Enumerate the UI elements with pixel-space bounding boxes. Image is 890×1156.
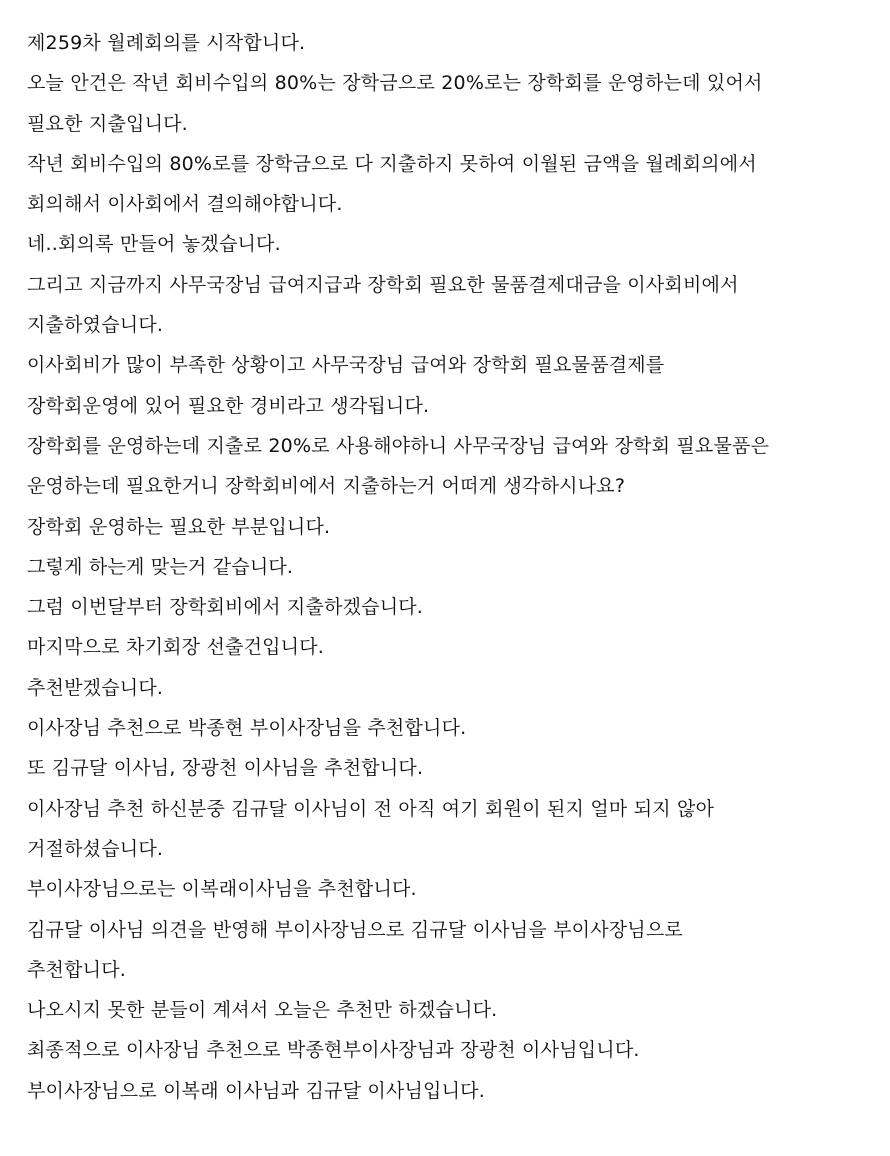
text-line: 부이사장님으로 이복래 이사님과 김규달 이사님입니다. [27, 1079, 485, 1102]
text-line: 필요한 지출입니다. [27, 112, 188, 135]
text-line: 이사회비가 많이 부족한 상황이고 사무국장님 급여와 장학회 필요물품결제를 [27, 354, 665, 377]
text-line: 또 김규달 이사님, 장광천 이사님을 추천합니다. [27, 757, 424, 780]
text-line: 추천합니다. [27, 958, 127, 981]
text-line: 그럼 이번달부터 장학회비에서 지출하겠습니다. [27, 596, 424, 619]
text-line: 김규달 이사님 의견을 반영해 부이사장님으로 김규달 이사님을 부이사장님으로 [27, 918, 683, 941]
text-line: 제259차 월례회의를 시작합니다. [27, 32, 306, 54]
text-line: 부이사장님으로는 이복래이사님을 추천합니다. [27, 878, 417, 901]
text-line: 거절하셨습니다. [27, 837, 164, 860]
text-line: 작년 회비수입의 80%로를 장학금으로 다 지출하지 못하여 이월된 금액을 월례회의에서 [27, 152, 757, 175]
text-line: 오늘 안건은 작년 회비수입의 80%는 장학금으로 20%로는 장학회를 운영하는데 있어서 [27, 72, 763, 95]
text-line: 회의해서 이사회에서 결의해야합니다. [27, 193, 343, 216]
text-line: 그리고 지금까지 사무국장님 급여지급과 장학회 필요한 물품결제대금을 이사회비에서 [27, 273, 739, 296]
text-line: 나오시지 못한 분들이 계셔서 오늘은 추천만 하겠습니다. [27, 999, 498, 1022]
text-line: 추천받겠습니다. [27, 676, 164, 699]
text-line: 최종적으로 이사장님 추천으로 박종현부이사장님과 장광천 이사님입니다. [27, 1039, 640, 1062]
text-line: 마지막으로 차기회장 선출건입니다. [27, 636, 325, 659]
text-line: 장학회운영에 있어 필요한 경비라고 생각됩니다. [27, 394, 430, 417]
text-line: 장학회 운영하는 필요한 부분입니다. [27, 515, 331, 538]
text-line: 그렇게 하는게 맞는거 같습니다. [27, 555, 294, 578]
text-line: 지출하였습니다. [27, 314, 164, 337]
text-line: 이사장님 추천 하신분중 김규달 이사님이 전 아직 여기 회원이 된지 얼마 되지 않아 [27, 797, 715, 820]
text-line: 운영하는데 필요한거니 장학회비에서 지출하는거 어떠게 생각하시나요? [27, 475, 626, 498]
meeting-minutes-document [27, 27, 867, 1115]
text-line: 장학회를 운영하는데 지출로 20%로 사용해야하니 사무국장님 급여와 장학회 필요물품은 [27, 434, 770, 457]
text-line: 네..회의록 만들어 놓겠습니다. [27, 233, 281, 256]
text-line: 이사장님 추천으로 박종현 부이사장님을 추천합니다. [27, 717, 467, 740]
